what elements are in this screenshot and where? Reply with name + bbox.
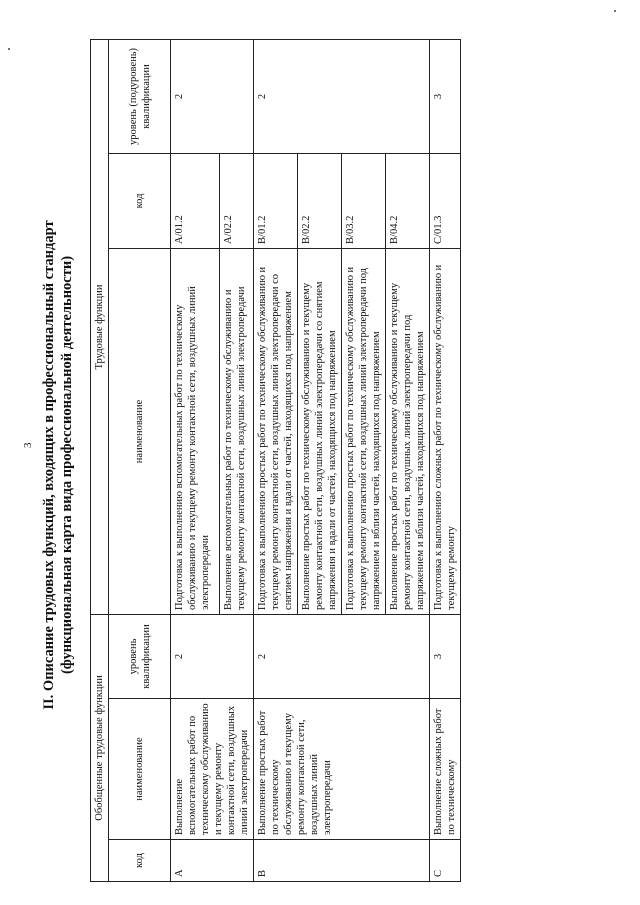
functional-map-table: [90, 39, 461, 882]
gtf-level-cell: 2: [254, 614, 430, 698]
header-generalized-functions: Обобщенные трудовые функции: [91, 614, 109, 881]
table-body: [171, 39, 461, 881]
tf-name-cell: Подготовка к выполнению простых работ по техническому обслуживанию и текущему ремонту контактной сети, воздушных линий электропередачи со снятием напряжения и вдали от частей, находящихся под напряжением: [254, 248, 298, 614]
gtf-level-cell: 3: [430, 614, 461, 698]
tf-name-cell: Подготовка к выполнению простых работ по техническому обслуживанию и текущему ремонту контактной сети, воздушных линий электропередачи под напряжением и вблизи частей, находящихся под напряжением: [342, 248, 386, 614]
gtf-code-cell: B: [254, 840, 430, 882]
gtf-code-cell: A: [171, 840, 254, 882]
section-heading: [40, 40, 76, 890]
tf-name-cell: Подготовка к выполнению сложных работ по техническому обслуживанию и текущему ремонту: [430, 248, 461, 614]
header-tf-name: наименование: [109, 248, 171, 614]
scan-speck: [614, 10, 616, 12]
scan-speck: [8, 48, 10, 50]
header-tf-code: код: [109, 153, 171, 248]
tf-name-cell: Выполнение простых работ по техническому обслуживанию и текущему ремонту контактной сети, воздушных линий электропередачи со снятием напряжения и вдали от частей, находящихся под напряжением: [298, 248, 342, 614]
gtf-name-cell: Выполнение простых работ по техническому обслуживанию и текущему ремонту контактной сети, воздушных линий электропередачи: [254, 699, 430, 840]
tf-code-cell: C/01.3: [430, 153, 461, 248]
header-sublevel: уровень (подуровень) квалификации: [109, 39, 171, 153]
tf-code-cell: B/03.2: [342, 153, 386, 248]
tf-level-cell: 2: [254, 39, 430, 153]
header-level: уровень квалификации: [109, 614, 171, 698]
tf-code-cell: B/02.2: [298, 153, 342, 248]
gtf-name-cell: Выполнение вспомогательных работ по техническому обслуживанию и текущему ремонту контактной сети, воздушных линий электропередачи: [171, 699, 254, 840]
heading-line-2: (функциональная карта вида профессиональной деятельности): [59, 255, 75, 675]
tf-code-cell: B/01.2: [254, 153, 298, 248]
heading-line-1: II. Описание трудовых функций, входящих в профессиональный стандарт: [41, 220, 57, 710]
table-row: [254, 39, 298, 881]
table-row: [171, 39, 220, 881]
rotated-content: [40, 40, 620, 890]
tf-name-cell: Выполнение вспомогательных работ по техническому обслуживанию и текущему ремонту контактной сети, воздушных линий электропередачи: [219, 248, 253, 614]
tf-level-cell: 2: [171, 39, 254, 153]
page-number: 3: [22, 442, 34, 448]
tf-level-cell: 3: [430, 39, 461, 153]
tf-name-cell: Выполнение простых работ по техническому обслуживанию и текущему ремонту контактной сети, воздушных линий электропередачи под напряжением и вблизи частей, находящихся под напряжением: [386, 248, 430, 614]
tf-code-cell: A/02.2: [219, 153, 253, 248]
gtf-code-cell: C: [430, 840, 461, 882]
header-name: наименование: [109, 699, 171, 840]
gtf-name-cell: Выполнение сложных работ по техническому: [430, 699, 461, 840]
tf-name-cell: Подготовка к выполнению вспомогательных работ по техническому обслуживанию и текущему ремонту контактной сети, воздушных линий электропередачи: [171, 248, 220, 614]
tf-code-cell: A/01.2: [171, 153, 220, 248]
header-labor-functions: Трудовые функции: [91, 39, 109, 614]
table-row: [430, 39, 461, 881]
header-code: код: [109, 840, 171, 882]
tf-code-cell: B/04.2: [386, 153, 430, 248]
gtf-level-cell: 2: [171, 614, 254, 698]
